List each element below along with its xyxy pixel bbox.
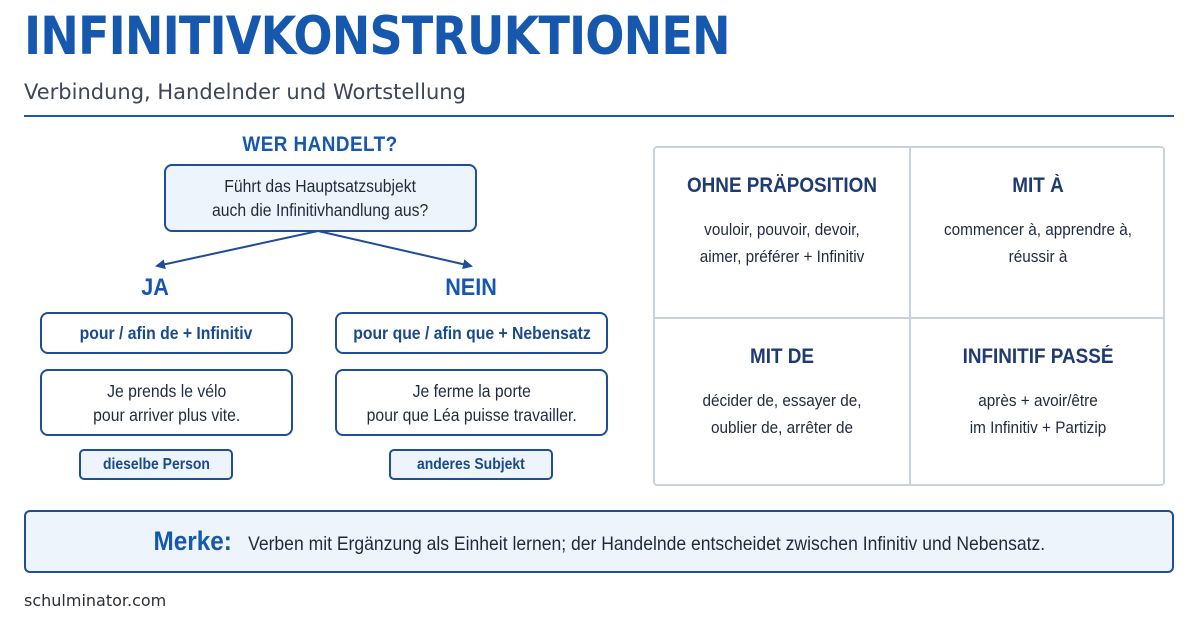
grid-cell-mit-a bbox=[911, 148, 1165, 317]
grid-cell-text: vouloir, pouvoir, devoir, aimer, préférer + Infinitiv bbox=[699, 220, 865, 266]
footer-source: schulminator.com bbox=[24, 591, 167, 610]
no-example-text: Je ferme la porte pour que Léa puisse travailler. bbox=[366, 380, 577, 425]
no-tag-text: anderes Subjekt bbox=[417, 455, 525, 473]
branch-no-label: NEIN bbox=[445, 274, 497, 301]
no-rule-box bbox=[335, 312, 608, 354]
yes-tag-text: dieselbe Person bbox=[102, 455, 210, 473]
arrow-to-yes bbox=[157, 231, 318, 266]
grid-cell-text: décider de, essayer de, oublier de, arrêter de bbox=[702, 391, 862, 437]
merke-note bbox=[24, 510, 1174, 573]
grid-cell-title: OHNE PRÄPOSITION bbox=[686, 174, 878, 197]
no-tag bbox=[389, 449, 553, 480]
grid-cell-title: MIT À bbox=[1012, 174, 1064, 197]
branch-yes-label: JA bbox=[141, 274, 169, 301]
yes-rule-box bbox=[40, 312, 293, 354]
grid-cell-title: MIT DE bbox=[749, 345, 815, 368]
page-subtitle: Verbindung, Handelnder und Wortstellung bbox=[24, 80, 466, 104]
page-title: INFINITIVKONSTRUKTIONEN bbox=[24, 6, 730, 67]
no-rule-text: pour que / afin que + Nebensatz bbox=[352, 322, 591, 343]
grid-cell-title: INFINITIF PASSÉ bbox=[962, 345, 1114, 368]
yes-rule-text: pour / afin de + Infinitiv bbox=[80, 322, 253, 343]
grid-cell-text: après + avoir/être im Infinitiv + Partizip bbox=[969, 391, 1107, 437]
no-example-box bbox=[335, 369, 608, 436]
yes-example-box bbox=[40, 369, 293, 436]
yes-example-text: Je prends le vélo pour arriver plus vite. bbox=[92, 380, 241, 425]
grid-cell-mit-de bbox=[655, 319, 909, 488]
grid-cell-infinitif-passe bbox=[911, 319, 1165, 488]
merke-text: Verben mit Ergänzung als Einheit lernen; der Handelnde entscheidet zwischen Infinitiv und Nebensatz. bbox=[247, 533, 1045, 555]
yes-tag bbox=[79, 449, 233, 480]
verb-grid bbox=[653, 146, 1165, 486]
merke-label: Merke: bbox=[153, 526, 232, 556]
grid-cell-text: commencer à, apprendre à, réussir à bbox=[944, 220, 1132, 266]
arrow-to-no bbox=[318, 231, 471, 266]
grid-cell-ohne-praeposition bbox=[655, 148, 909, 317]
decision-heading: WER HANDELT? bbox=[242, 133, 398, 156]
decision-question-text: Führt das Hauptsatzsubjekt auch die Infinitivhandlung aus? bbox=[212, 176, 429, 220]
